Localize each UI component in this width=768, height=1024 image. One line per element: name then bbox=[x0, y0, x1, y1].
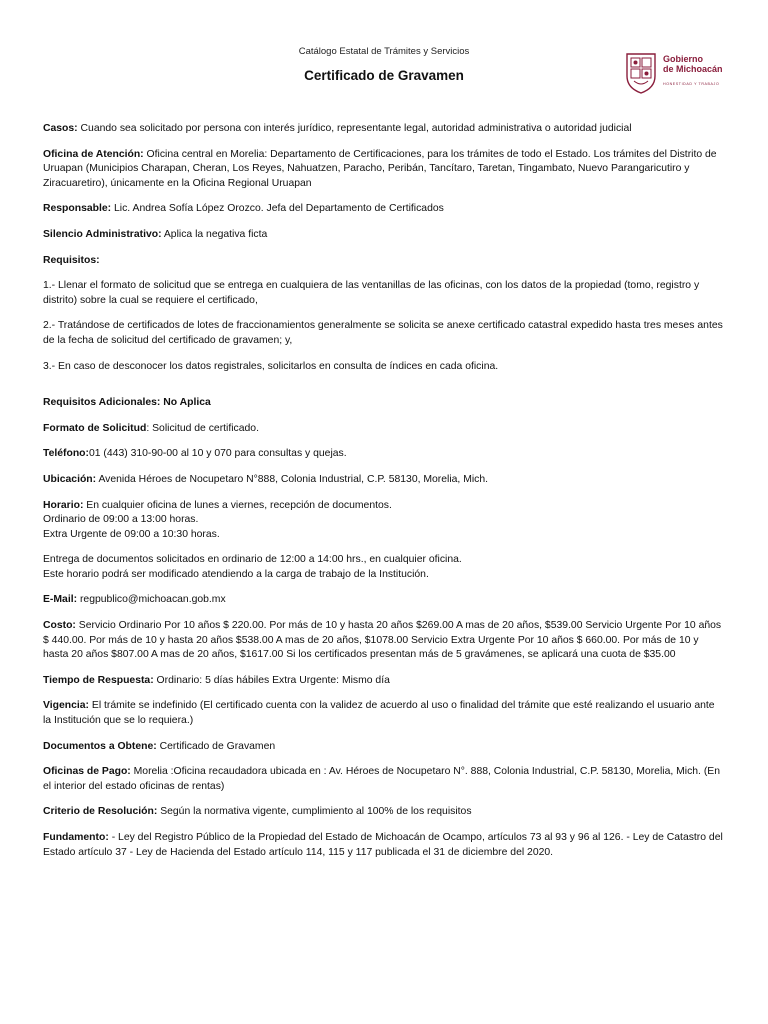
formato-label: Formato de Solicitud bbox=[43, 422, 147, 434]
requisito-item: 2.- Tratándose de certificados de lotes de fraccionamientos generalmente se solicita se anexe certificado catastral expedido hasta tres meses antes de la fecha de solicitud del certificado de gravamen; y, bbox=[43, 320, 723, 346]
ubicacion-text: Avenida Héroes de Nocupetaro N°888, Colonia Industrial, C.P. 58130, Morelia, Mich. bbox=[96, 473, 489, 485]
fundamento-label: Fundamento: bbox=[43, 832, 109, 843]
government-logo bbox=[624, 50, 724, 96]
requisitos-label: Requisitos: bbox=[43, 254, 100, 266]
telefono-label: Teléfono: bbox=[43, 448, 89, 460]
state-seal-icon bbox=[624, 50, 658, 94]
formato-text: : Solicitud de certificado. bbox=[146, 422, 259, 434]
criterio-label: Criterio de Resolución: bbox=[43, 806, 158, 818]
responsable-text: Lic. Andrea Sofía López Orozco. Jefa del Departamento de Certificados bbox=[111, 203, 444, 215]
oficina-label: Oficina de Atención: bbox=[43, 148, 144, 160]
requisito-item: 1.- Llenar el formato de solicitud que se entrega en cualquiera de las ventanillas de las oficinas, con los datos de la propiedad (tomo, registro y distrito) sobre la cual se requiere el certificado, bbox=[43, 280, 700, 306]
casos-text: Cuando sea solicitado por persona con interés jurídico, representante legal, autoridad administrativa o autoridad judicial bbox=[77, 123, 632, 134]
horario-line-4: Entrega de documentos solicitados en ordinario de 12:00 a 14:00 hrs., en cualquier oficina. bbox=[43, 554, 462, 566]
formato-section bbox=[43, 422, 725, 437]
documentos-label: Documentos a Obtene: bbox=[43, 740, 157, 752]
silencio-section bbox=[43, 228, 725, 243]
adicionales-section bbox=[43, 396, 725, 411]
casos-label: Casos: bbox=[43, 123, 78, 134]
vigencia-section bbox=[43, 699, 725, 728]
catalog-heading: Catálogo Estatal de Trámites y Servicios bbox=[298, 46, 470, 57]
logo-line-2: de Michoacán bbox=[663, 64, 723, 74]
tiempo-section bbox=[43, 674, 725, 689]
adicionales-label: Requisitos Adicionales: No Aplica bbox=[43, 397, 211, 409]
documentos-section bbox=[43, 740, 725, 755]
silencio-label: Silencio Administrativo: bbox=[43, 228, 162, 240]
requisito-item: 3.- En caso de desconocer los datos registrales, solicitarlos en consulta de índices en cada oficina. bbox=[43, 360, 499, 372]
responsable-label: Responsable: bbox=[43, 203, 112, 215]
oficinas-pago-section bbox=[43, 765, 725, 794]
costo-section bbox=[43, 619, 725, 663]
horario-line-5: Este horario podrá ser modificado atendiendo a la carga de trabajo de la Institución. bbox=[43, 568, 429, 580]
tiempo-text: Ordinario: 5 días hábiles Extra Urgente: Mismo día bbox=[153, 674, 390, 686]
responsable-section bbox=[43, 202, 725, 217]
vigencia-text: El trámite se indefinido (El certificado cuenta con la validez de acuerdo al uso o finalidad del trámite que esté realizando el usuario ante la Institución que se lo requiera.) bbox=[43, 700, 715, 727]
entrega-section bbox=[43, 553, 725, 582]
tiempo-label: Tiempo de Respuesta: bbox=[43, 674, 154, 686]
ubicacion-label: Ubicación: bbox=[43, 473, 97, 485]
email-text: regpublico@michoacan.gob.mx bbox=[77, 594, 226, 606]
horario-line-2: Ordinario de 09:00 a 13:00 horas. bbox=[43, 514, 199, 526]
telefono-section bbox=[43, 447, 725, 462]
oficina-section bbox=[43, 148, 725, 192]
page-title: Certificado de Gravamen bbox=[304, 68, 464, 83]
costo-text: Servicio Ordinario Por 10 años $ 220.00. Por más de 10 y hasta 20 años $269.00 A mas de 20 años, $539.00 Servicio Urgente Por 10 años $ 440.00. Por más de 10 y hasta 20 años $538.00 A mas de 20 años, $1078.00 Servicio Extra Urgente Por 10 años $ 660.00. Por más de 10 y hasta 20 años $807.00 A mas de 20 años, $1617.00 Si los certificados presentan más de 5 gravámenes, se aplicará una cuota de $35.00 bbox=[43, 620, 722, 661]
logo-wordmark bbox=[663, 54, 723, 89]
ubicacion-section bbox=[43, 473, 725, 488]
requisitos-heading bbox=[43, 254, 725, 269]
oficina-text: Oficina central en Morelia: Departamento de Certificaciones, para los trámites de todo el Estado. Los trámites del Distrito de Uruapan (Municipios Charapan, Cheran, Los Reyes, Nahuatzen, Paracho, Peribán, Tancítaro, Taretan, Tingambato, Nuevo Parangaricutiro y Ziracuaretiro), únicamente en la Oficina Regional Uruapan bbox=[43, 148, 717, 189]
fundamento-text: - Ley del Registro Público de la Propiedad del Estado de Michoacán de Ocampo, artículos 73 al 93 y 96 al 126. - Ley de Catastro del Estado artículo 37 - Ley de Hacienda del Estado artículo 114, 115 y 117 publicada el 31 de diciembre del 2020. bbox=[43, 832, 723, 858]
horario-line-3: Extra Urgente de 09:00 a 10:30 horas. bbox=[43, 528, 220, 540]
email-section bbox=[43, 593, 725, 608]
casos-section bbox=[43, 122, 725, 137]
oficinas-pago-text: Morelia :Oficina recaudadora ubicada en : Av. Héroes de Nocupetaro N°. 888, Colonia Industrial, C.P. 58130, Morelia, Mich. (En el interior del estado oficinas de rentas) bbox=[43, 766, 721, 792]
silencio-text: Aplica la negativa ficta bbox=[161, 228, 268, 240]
criterio-text: Según la normativa vigente, cumplimiento al 100% de los requisitos bbox=[157, 806, 472, 818]
email-label: E-Mail: bbox=[43, 594, 78, 606]
logo-line-1: Gobierno bbox=[663, 54, 703, 64]
oficinas-pago-label: Oficinas de Pago: bbox=[43, 766, 131, 778]
logo-tagline: HONESTIDAD Y TRABAJO bbox=[663, 82, 720, 86]
horario-section bbox=[43, 499, 725, 543]
document-body bbox=[43, 122, 725, 871]
horario-line-1: En cualquier oficina de lunes a viernes, recepción de documentos. bbox=[83, 499, 392, 511]
telefono-text: 01 (443) 310-90-00 al 10 y 070 para consultas y quejas. bbox=[88, 448, 347, 460]
fundamento-section bbox=[43, 831, 725, 860]
horario-label: Horario: bbox=[43, 499, 84, 511]
costo-label: Costo: bbox=[43, 620, 76, 632]
documentos-text: Certificado de Gravamen bbox=[156, 740, 276, 752]
vigencia-label: Vigencia: bbox=[43, 700, 90, 712]
criterio-section bbox=[43, 805, 725, 820]
